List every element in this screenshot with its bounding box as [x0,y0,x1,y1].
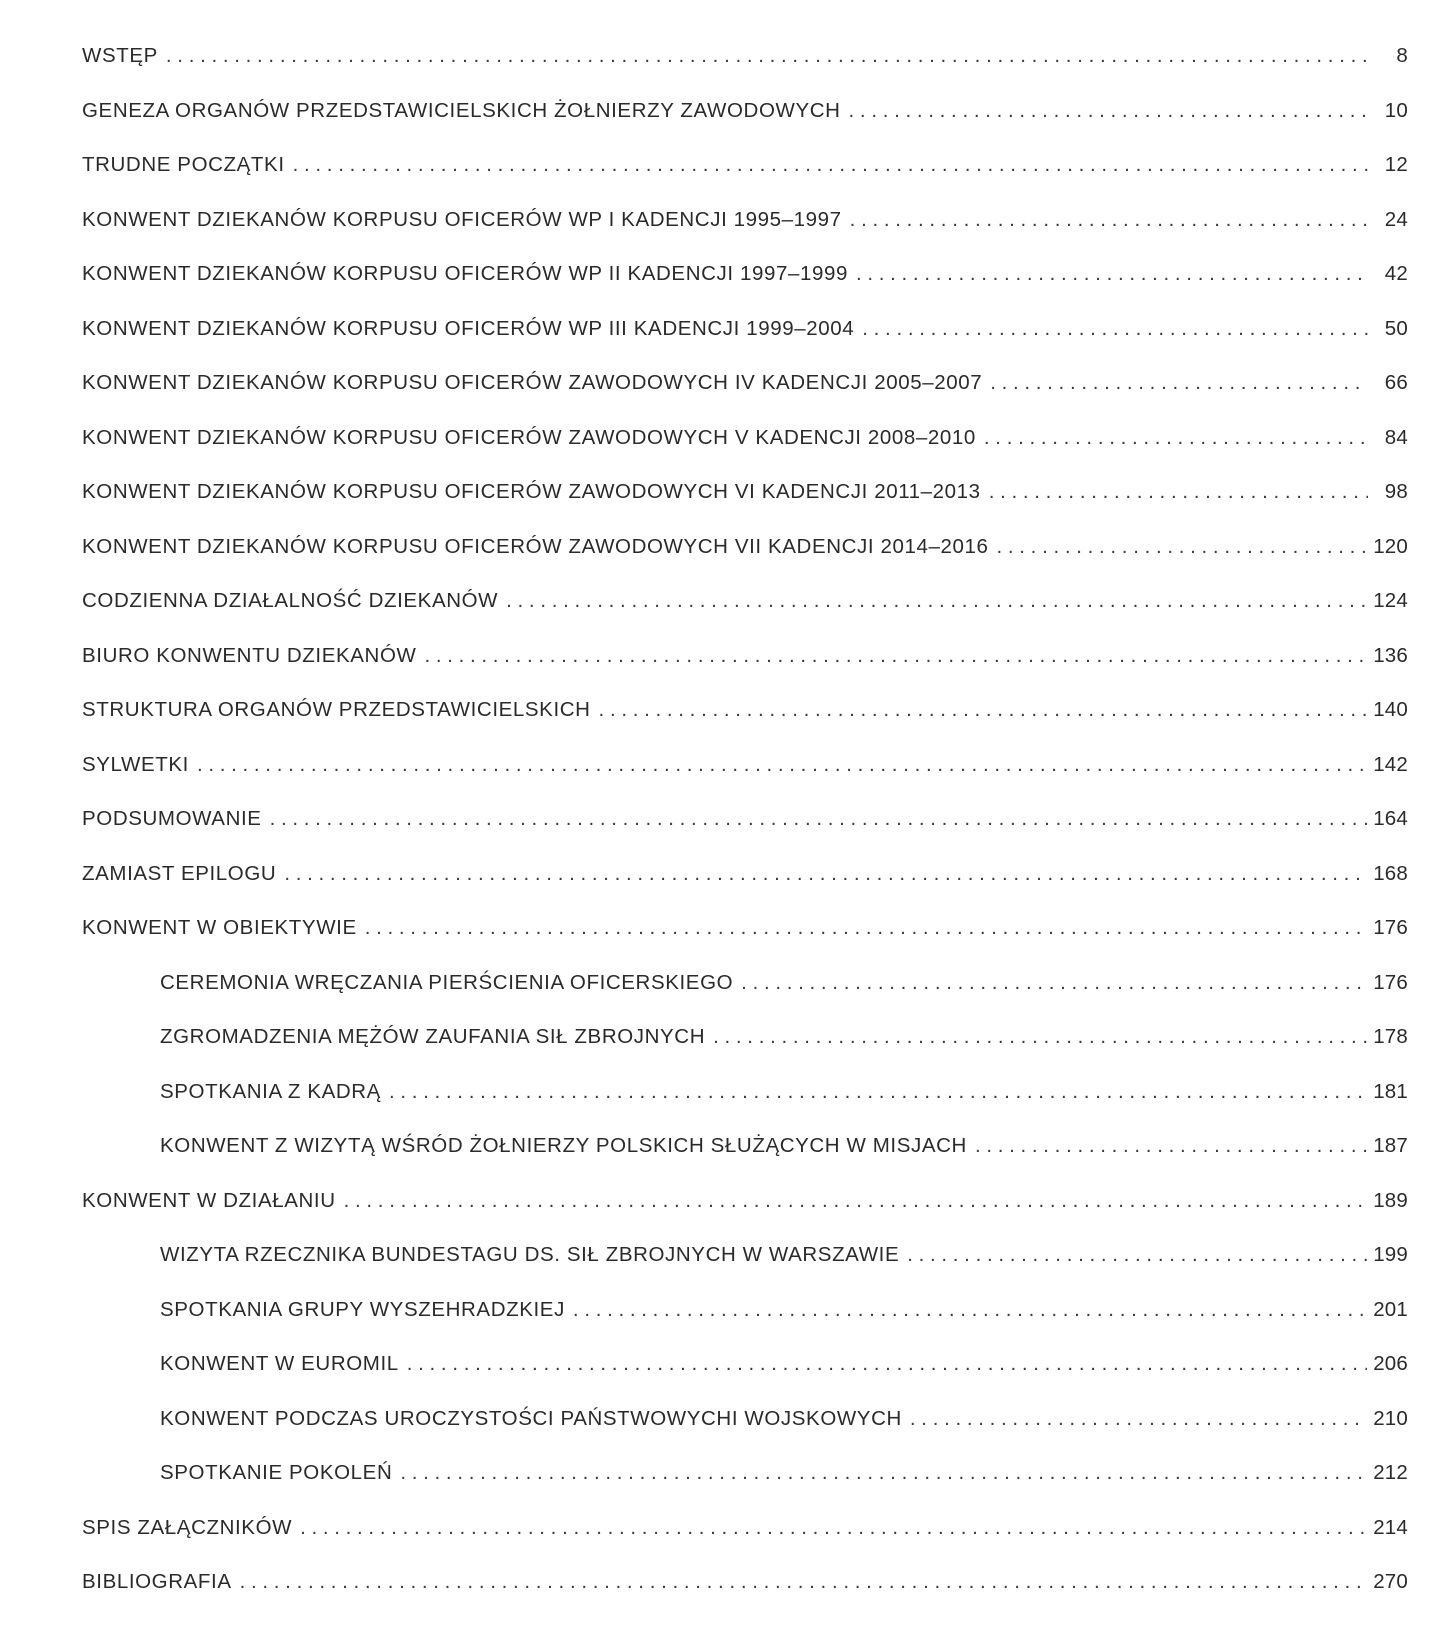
toc-entry-page-number: 42 [1384,262,1408,285]
toc-entry-page-number: 214 [1373,1515,1408,1539]
dot-leader [910,1407,1367,1431]
toc-subentry[interactable] [82,1298,1408,1353]
toc-subentry[interactable] [82,1025,1408,1080]
dot-leader [599,698,1368,722]
dot-leader [197,753,1367,777]
dot-leader [849,99,1368,123]
toc-entry-page-number: 98 [1384,480,1408,503]
toc-entry-title: CEREMONIA WRĘCZANIA PIERŚCIENIA OFICERSKIEGO [160,970,734,994]
toc-subentry[interactable] [82,1461,1408,1516]
toc-entry-title: KONWENT DZIEKANÓW KORPUSU OFICERÓW ZAWODOWYCH V KADENCJI 2008–2010 [82,425,976,449]
toc-entry-title: SPIS ZAŁĄCZNIKÓW [82,1515,293,1539]
toc-entry[interactable] [82,1189,1408,1244]
toc-entry-title: SPOTKANIA Z KADRĄ [160,1079,381,1103]
dot-leader [506,589,1367,613]
dot-leader [270,807,1368,831]
toc-entry[interactable] [82,916,1408,971]
dot-leader [293,153,1368,177]
table-of-contents [82,44,1408,1625]
toc-entry-page-number: 270 [1373,1570,1408,1593]
toc-entry-page-number: 84 [1384,425,1408,449]
toc-entry-page-number: 176 [1373,970,1408,994]
toc-entry-page-number: 206 [1373,1352,1408,1375]
toc-entry-page-number: 176 [1373,916,1408,939]
toc-entry[interactable] [82,644,1408,699]
dot-leader [713,1025,1367,1049]
dot-leader [856,262,1368,286]
toc-entry-title: SPOTKANIA GRUPY WYSZEHRADZKIEJ [160,1297,565,1321]
toc-entry-title: GENEZA ORGANÓW PRZEDSTAWICIELSKICH ŻOŁNIERZY ZAWODOWYCH [82,98,841,122]
toc-entry-title: KONWENT DZIEKANÓW KORPUSU OFICERÓW ZAWODOWYCH IV KADENCJI 2005–2007 [82,371,983,394]
toc-entry[interactable] [82,208,1408,263]
dot-leader [365,916,1367,940]
toc-entry-page-number: 210 [1373,1406,1408,1430]
toc-entry-title: KONWENT DZIEKANÓW KORPUSU OFICERÓW WP III KADENCJI 1999–2004 [82,316,855,340]
dot-leader [284,862,1367,886]
dot-leader [741,971,1367,995]
toc-subentry[interactable] [82,1134,1408,1189]
toc-entry-page-number: 10 [1384,98,1408,122]
toc-subentry[interactable] [82,971,1408,1026]
toc-entry-page-number: 136 [1373,643,1408,667]
toc-entry[interactable] [82,807,1408,862]
toc-entry-title: KONWENT W EUROMIL [160,1352,399,1375]
toc-subentry[interactable] [82,1407,1408,1462]
toc-entry-page-number: 24 [1384,207,1408,231]
toc-entry-title: WIZYTA RZECZNIKA BUNDESTAGU DS. SIŁ ZBROJNYCH W WARSZAWIE [160,1243,900,1266]
toc-entry[interactable] [82,426,1408,481]
toc-entry-title: ZGROMADZENIA MĘŻÓW ZAUFANIA SIŁ ZBROJNYCH [160,1025,706,1048]
toc-entry[interactable] [82,1570,1408,1625]
toc-entry-title: KONWENT PODCZAS UROCZYSTOŚCI PAŃSTWOWYCHI WOJSKOWYCH [160,1406,902,1430]
toc-entry-page-number: 187 [1373,1134,1408,1157]
toc-entry[interactable] [82,153,1408,208]
toc-entry-page-number: 189 [1373,1188,1408,1212]
dot-leader [166,44,1368,68]
dot-leader [862,317,1368,341]
toc-entry-title: STRUKTURA ORGANÓW PRZEDSTAWICIELSKICH [82,698,591,721]
dot-leader [984,426,1368,450]
toc-entry[interactable] [82,753,1408,808]
dot-leader [573,1298,1367,1322]
toc-entry[interactable] [82,1516,1408,1571]
toc-entry-page-number: 120 [1373,534,1408,558]
dot-leader [300,1516,1367,1540]
toc-entry-title: KONWENT W OBIEKTYWIE [82,916,357,939]
toc-subentry[interactable] [82,1352,1408,1407]
dot-leader [407,1352,1367,1376]
dot-leader [240,1570,1368,1594]
toc-entry-title: BIURO KONWENTU DZIEKANÓW [82,643,417,667]
toc-entry-title: SPOTKANIE POKOLEŃ [160,1461,393,1484]
toc-entry[interactable] [82,99,1408,154]
toc-entry[interactable] [82,480,1408,535]
toc-entry[interactable] [82,371,1408,426]
toc-entry-title: KONWENT W DZIAŁANIU [82,1188,336,1212]
toc-entry-page-number: 181 [1373,1079,1408,1103]
toc-entry[interactable] [82,262,1408,317]
toc-entry-page-number: 50 [1384,316,1408,340]
toc-entry-page-number: 8 [1396,44,1408,67]
toc-entry-title: KONWENT DZIEKANÓW KORPUSU OFICERÓW ZAWODOWYCH VII KADENCJI 2014–2016 [82,534,989,558]
toc-entry-page-number: 164 [1373,807,1408,830]
dot-leader [389,1080,1367,1104]
toc-entry-title: KONWENT Z WIZYTĄ WŚRÓD ŻOŁNIERZY POLSKICH SŁUŻĄCYCH W MISJACH [160,1134,967,1157]
toc-entry[interactable] [82,44,1408,99]
toc-entry-title: CODZIENNA DZIAŁALNOŚĆ DZIEKANÓW [82,589,499,612]
toc-entry-title: BIBLIOGRAFIA [82,1570,232,1593]
dot-leader [989,480,1368,504]
dot-leader [997,535,1368,559]
toc-entry-title: WSTĘP [82,44,158,67]
toc-entry[interactable] [82,589,1408,644]
toc-entry-page-number: 201 [1373,1297,1408,1321]
toc-entry[interactable] [82,698,1408,753]
toc-subentry[interactable] [82,1080,1408,1135]
dot-leader [400,1461,1367,1485]
toc-entry-page-number: 66 [1384,371,1408,394]
toc-entry-page-number: 12 [1384,153,1408,176]
toc-entry-title: KONWENT DZIEKANÓW KORPUSU OFICERÓW WP I KADENCJI 1995–1997 [82,207,842,231]
toc-entry-title: ZAMIAST EPILOGU [82,861,277,885]
toc-entry-title: SYLWETKI [82,752,189,776]
dot-leader [850,208,1368,232]
toc-entry-title: PODSUMOWANIE [82,807,262,830]
toc-entry[interactable] [82,862,1408,917]
toc-entry-page-number: 178 [1373,1025,1408,1048]
dot-leader [344,1189,1368,1213]
dot-leader [907,1243,1367,1267]
toc-entry-page-number: 168 [1373,861,1408,885]
toc-entry-title: KONWENT DZIEKANÓW KORPUSU OFICERÓW WP II KADENCJI 1997–1999 [82,262,848,285]
toc-entry-page-number: 142 [1373,752,1408,776]
dot-leader [424,644,1367,668]
toc-subentry[interactable] [82,1243,1408,1298]
toc-entry-title: KONWENT DZIEKANÓW KORPUSU OFICERÓW ZAWODOWYCH VI KADENCJI 2011–2013 [82,480,981,503]
toc-entry[interactable] [82,317,1408,372]
toc-entry[interactable] [82,535,1408,590]
dot-leader [990,371,1368,395]
toc-entry-page-number: 140 [1373,698,1408,721]
toc-entry-page-number: 199 [1373,1243,1408,1266]
toc-entry-page-number: 124 [1373,589,1408,612]
dot-leader [975,1134,1367,1158]
toc-entry-page-number: 212 [1373,1461,1408,1484]
toc-entry-title: TRUDNE POCZĄTKI [82,153,285,176]
